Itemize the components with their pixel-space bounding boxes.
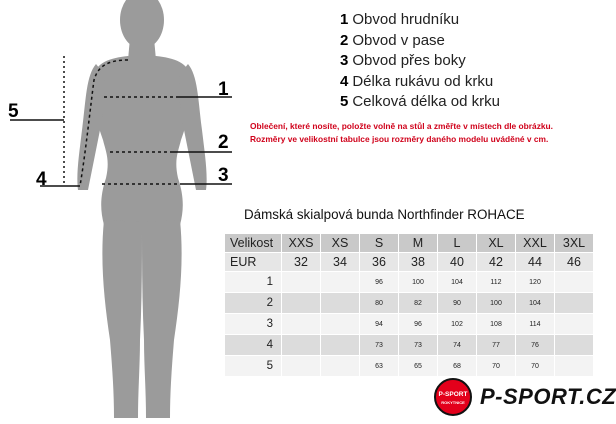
brand-logo[interactable] [430, 377, 616, 417]
table-cell: 112 [477, 272, 516, 293]
table-cell [282, 272, 321, 293]
legend-item [340, 92, 500, 113]
table-cell [321, 314, 360, 335]
measure-number-5: 5 [8, 101, 19, 122]
legend-item [340, 31, 500, 52]
table-row [225, 272, 594, 293]
measure-number-4: 4 [36, 169, 47, 190]
size-table [224, 233, 594, 377]
table-cell: 100 [399, 272, 438, 293]
table-cell [321, 293, 360, 314]
table-cell [321, 335, 360, 356]
table-cell [282, 293, 321, 314]
row-label: 2 [225, 293, 282, 314]
table-cell [321, 356, 360, 377]
table-cell [555, 272, 594, 293]
table-row [225, 356, 594, 377]
table-title: Dámská skialpová bunda Northfinder ROHACE [244, 207, 525, 222]
table-cell: 73 [399, 335, 438, 356]
legend-text: Obvod hrudníku [352, 11, 460, 28]
table-row [225, 293, 594, 314]
table-cell: 65 [399, 356, 438, 377]
size-header: 3XL [555, 234, 594, 253]
note-line-2: Rozměry ve velikostní tabulce jsou rozměry daného modelu uváděné v cm. [250, 134, 549, 144]
table-cell: 104 [516, 293, 555, 314]
table-cell: 77 [477, 335, 516, 356]
eur-label: EUR [225, 253, 282, 272]
legend-item [340, 72, 500, 93]
row-label: 4 [225, 335, 282, 356]
note-line-1: Oblečení, které nosíte, položte volně na stůl a změřte v místech dle obrázku. [250, 121, 553, 131]
legend-text: Obvod v pase [352, 31, 445, 49]
eur-cell: 32 [282, 253, 321, 272]
silhouette-shape [77, 0, 206, 418]
size-header: XXS [282, 234, 321, 253]
measure-number-3: 3 [218, 165, 229, 186]
table-cell [282, 356, 321, 377]
table-cell: 80 [360, 293, 399, 314]
table-row [225, 335, 594, 356]
legend-text: Celková délka od krku [352, 93, 500, 111]
table-cell [282, 314, 321, 335]
table-cell: 120 [516, 272, 555, 293]
table-cell [555, 335, 594, 356]
table-cell: 73 [360, 335, 399, 356]
row-label: 5 [225, 356, 282, 377]
measure-number-1: 1 [218, 79, 229, 100]
badge-line-2: ROKYTNICE [441, 400, 465, 405]
eur-cell: 46 [555, 253, 594, 272]
table-cell: 76 [516, 335, 555, 356]
legend-number: 2 [340, 31, 349, 49]
legend-number: 3 [340, 52, 349, 70]
table-cell: 104 [438, 272, 477, 293]
table-cell: 96 [360, 272, 399, 293]
table-cell [555, 314, 594, 335]
legend-number: 1 [340, 11, 349, 28]
table-cell: 114 [516, 314, 555, 335]
legend-text: Délka rukávu od krku [352, 72, 494, 90]
table-cell [555, 356, 594, 377]
eur-cell: 44 [516, 253, 555, 272]
table-cell: 102 [438, 314, 477, 335]
eur-cell: 42 [477, 253, 516, 272]
table-cell: 70 [477, 356, 516, 377]
header-label: Velikost [225, 234, 282, 253]
size-header: XS [321, 234, 360, 253]
size-header: XXL [516, 234, 555, 253]
table-cell: 68 [438, 356, 477, 377]
table-cell [282, 335, 321, 356]
legend-text: Obvod přes boky [352, 52, 466, 70]
size-header: L [438, 234, 477, 253]
table-cell: 74 [438, 335, 477, 356]
measurement-legend [340, 10, 500, 113]
legend-item [340, 10, 500, 31]
table-header-row [225, 234, 594, 253]
badge-line-1: P-SPORT [438, 391, 468, 398]
table-cell [555, 293, 594, 314]
table-row [225, 314, 594, 335]
table-cell: 96 [399, 314, 438, 335]
table-cell: 63 [360, 356, 399, 377]
size-header: XL [477, 234, 516, 253]
table-cell: 100 [477, 293, 516, 314]
eur-cell: 38 [399, 253, 438, 272]
eur-cell: 34 [321, 253, 360, 272]
body-figure [0, 0, 250, 424]
legend-item [340, 51, 500, 72]
size-header: S [360, 234, 399, 253]
table-eur-row [225, 253, 594, 272]
table-cell: 82 [399, 293, 438, 314]
legend-number: 4 [340, 72, 349, 90]
size-header: M [399, 234, 438, 253]
measurement-note [250, 120, 600, 146]
brand-badge-icon [434, 378, 472, 416]
eur-cell: 36 [360, 253, 399, 272]
table-cell [321, 272, 360, 293]
measure-number-2: 2 [218, 132, 229, 153]
table-cell: 70 [516, 356, 555, 377]
brand-text: P-SPORT.CZ [480, 384, 616, 409]
legend-number: 5 [340, 93, 349, 111]
body-silhouette [0, 0, 250, 424]
eur-cell: 40 [438, 253, 477, 272]
table-cell: 90 [438, 293, 477, 314]
row-label: 1 [225, 272, 282, 293]
table-cell: 108 [477, 314, 516, 335]
row-label: 3 [225, 314, 282, 335]
table-cell: 94 [360, 314, 399, 335]
